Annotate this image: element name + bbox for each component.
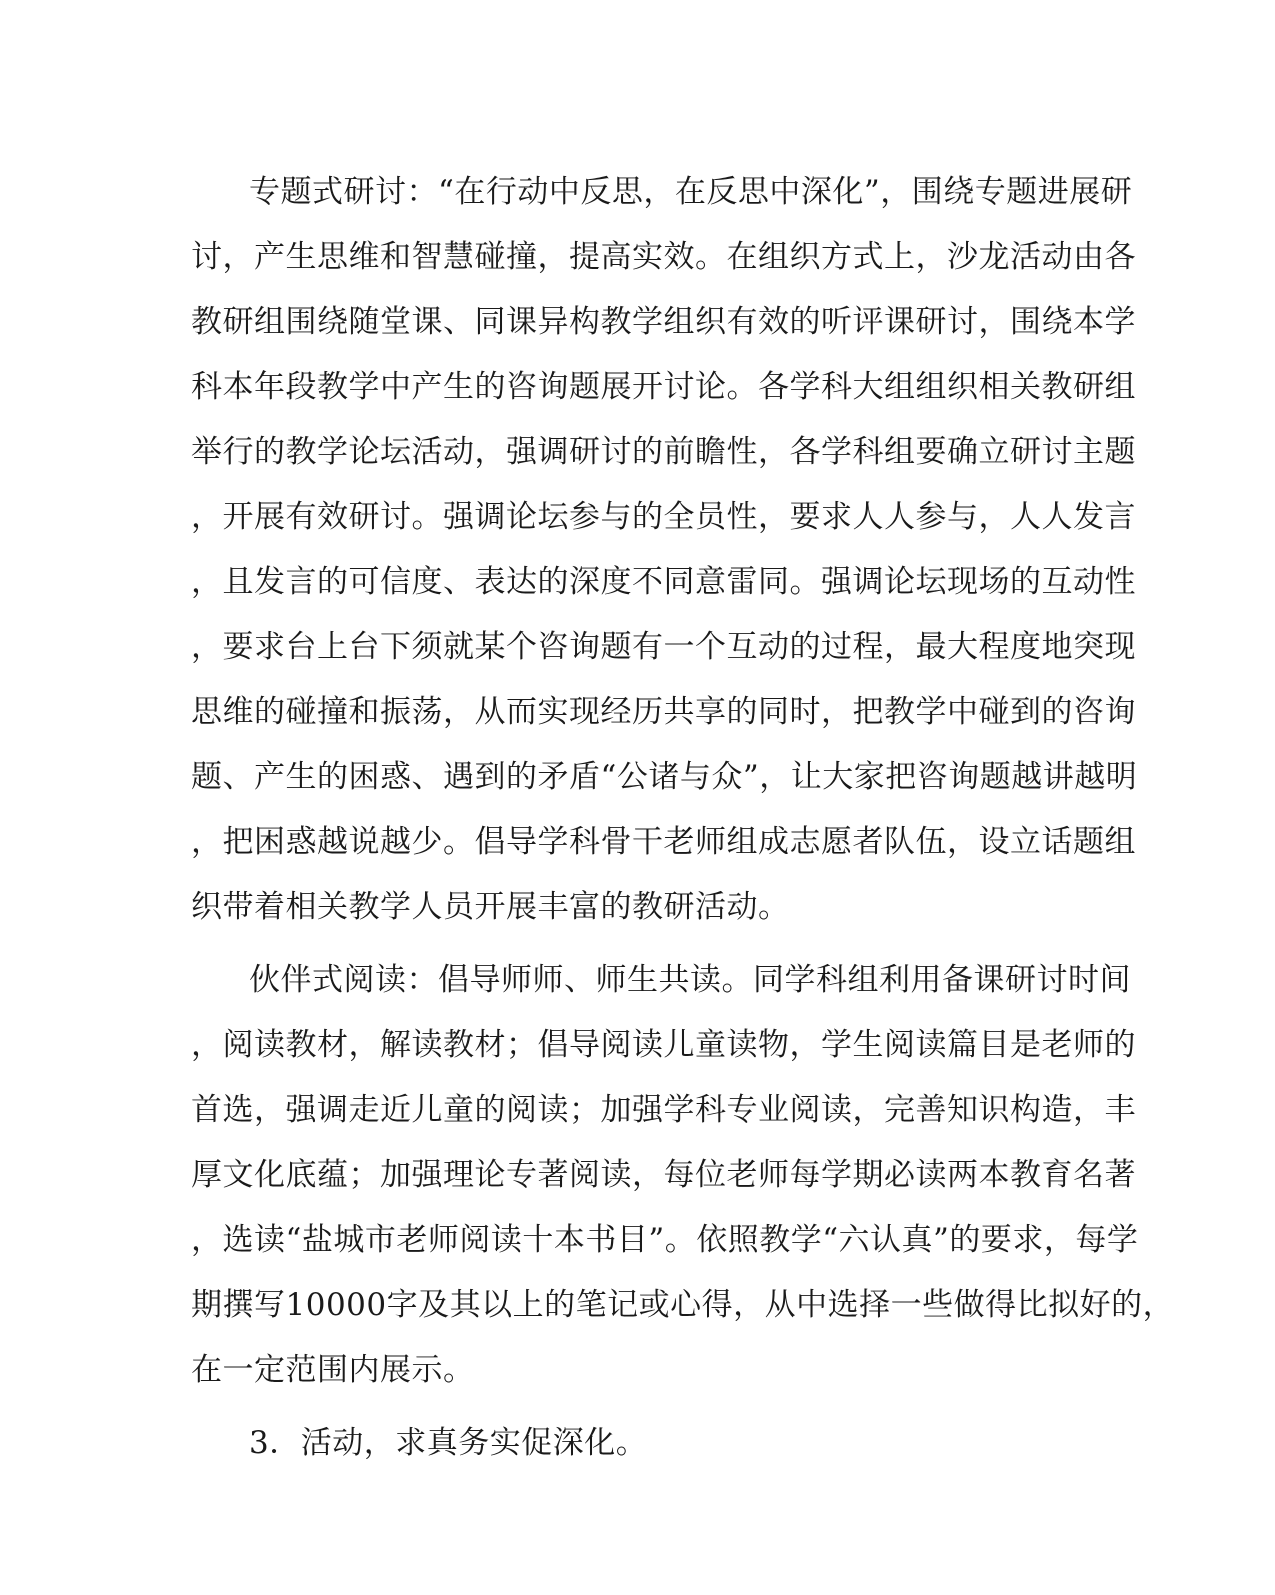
- text-line: 厚文化底蕴；加强理论专著阅读，每位老师每学期必读两本教育名著: [191, 1157, 1136, 1193]
- section-heading: [191, 1411, 1051, 1476]
- text-line: 讨，产生思维和智慧碰撞，提高实效。在组织方式上，沙龙活动由各: [191, 239, 1136, 275]
- text-line: 科本年段教学中产生的咨询题展开讨论。各学科大组组织相关教研组: [191, 369, 1136, 405]
- text-line: 专题式研讨：“在行动中反思，在反思中深化”，围绕专题进展研: [249, 174, 1133, 210]
- text-line: ，要求台上台下须就某个咨询题有一个互动的过程，最大程度地突现: [191, 629, 1136, 665]
- text-line: ，选读“盐城市老师阅读十本书目”。依照教学“六认真”的要求，每学: [191, 1222, 1139, 1258]
- text-line: 伙伴式阅读：倡导师师、师生共读。同学科组利用备课研讨时间: [249, 962, 1131, 998]
- document-body: [191, 160, 1175, 1484]
- text-line: ，且发言的可信度、表达的深度不同意雷同。强调论坛现场的互动性: [191, 564, 1136, 600]
- text-line: 首选，强调走近儿童的阅读；加强学科专业阅读，完善知识构造，丰: [191, 1092, 1136, 1128]
- text-line: 在一定范围内展示。: [191, 1352, 475, 1388]
- paragraph-reading: [191, 948, 1175, 1403]
- text-line: ，阅读教材，解读教材；倡导阅读儿童读物，学生阅读篇目是老师的: [191, 1027, 1136, 1063]
- text-line: 题、产生的困惑、遇到的矛盾“公诸与众”，让大家把咨询题越讲越明: [191, 759, 1138, 795]
- paragraph-seminar: [191, 160, 1138, 940]
- text-line: 期撰写10000字及其以上的笔记或心得，从中选择一些做得比拟好的，: [191, 1287, 1175, 1323]
- text-line: 织带着相关教学人员开展丰富的教研活动。: [191, 889, 790, 925]
- text-line: 举行的教学论坛活动，强调研讨的前瞻性，各学科组要确立研讨主题: [191, 434, 1136, 470]
- text-line: ，开展有效研讨。强调论坛参与的全员性，要求人人参与，人人发言: [191, 499, 1136, 535]
- text-line: 教研组围绕随堂课、同课异构教学组织有效的听评课研讨，围绕本学: [191, 304, 1136, 340]
- text-line: ，把困惑越说越少。倡导学科骨干老师组成志愿者队伍，设立话题组: [191, 824, 1136, 860]
- text-line: 思维的碰撞和振荡，从而实现经历共享的同时，把教学中碰到的咨询: [191, 694, 1136, 730]
- heading-line: 3．活动，求真务实促深化。: [249, 1425, 648, 1461]
